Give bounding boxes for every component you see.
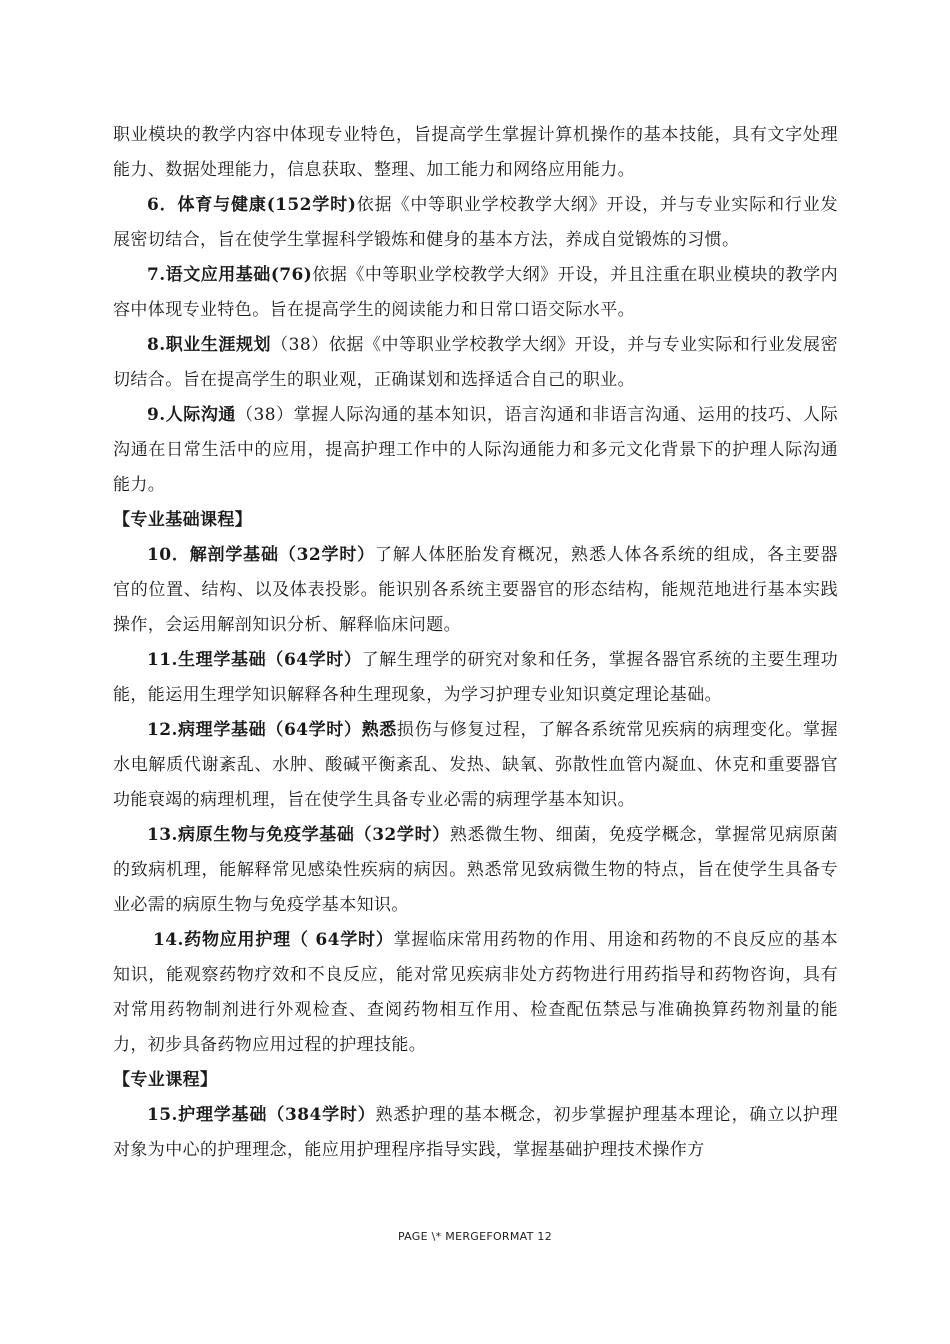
- course-title: 14.药物应用护理（ 64学时）: [153, 930, 394, 950]
- page-footer: PAGE \* MERGEFORMAT 12: [397, 1230, 553, 1243]
- paragraph-chinese: 7.语文应用基础(76)依据《中等职业学校教学大纲》开设，并且注重在职业模块的教学内容中体现专业特色。旨在提高学生的阅读能力和日常口语交际水平。: [113, 265, 838, 320]
- document-body: [113, 118, 838, 1168]
- course-title: 13.病原生物与免疫学基础（32学时）: [147, 825, 450, 845]
- section-heading-basic-courses: 【专业基础课程】: [113, 510, 253, 530]
- course-title: 6．体育与健康(152学时): [147, 195, 357, 215]
- course-title: 9.人际沟通: [147, 405, 236, 425]
- course-title: 10．解剖学基础（32学时）: [147, 545, 375, 565]
- paragraph-physiology: 11.生理学基础（64学时）了解生理学的研究对象和任务，掌握各器官系统的主要生理功能，能运用生理学知识解释各种生理现象，为学习护理专业知识奠定理论基础。: [113, 650, 838, 705]
- paragraph-career-planning: 8.职业生涯规划（38）依据《中等职业学校教学大纲》开设，并与专业实际和行业发展密切结合。旨在提高学生的职业观，正确谋划和选择适合自己的职业。: [113, 335, 838, 390]
- paragraph-pathology: 12.病理学基础（64学时）熟悉损伤与修复过程，了解各系统常见疾病的病理变化。掌握水电解质代谢紊乱、水肿、酸碱平衡紊乱、发热、缺氧、弥散性血管内凝血、休克和重要器官功能衰竭的病理机理，旨在使学生具备专业必需的病理学基本知识。: [113, 720, 838, 810]
- paragraph-computer-course-cont: 职业模块的教学内容中体现专业特色，旨提高学生掌握计算机操作的基本技能，具有文字处理能力、数据处理能力，信息获取、整理、加工能力和网络应用能力。: [113, 125, 838, 180]
- course-title: 15.护理学基础（384学时）: [147, 1105, 376, 1125]
- paragraph-microbiology: 13.病原生物与免疫学基础（32学时）熟悉微生物、细菌，免疫学概念，掌握常见病原菌的致病机理，能解释常见感染性疾病的病因。熟悉常见致病微生物的特点，旨在使学生具备专业必需的病原生物与免疫学基本知识。: [113, 825, 838, 915]
- paragraph-nursing-basics: 15.护理学基础（384学时）熟悉护理的基本概念，初步掌握护理基本理论，确立以护理对象为中心的护理理念，能应用护理程序指导实践，掌握基础护理技术操作方: [113, 1105, 839, 1160]
- paragraph-anatomy: 10．解剖学基础（32学时）了解人体胚胎发育概况，熟悉人体各系统的组成，各主要器官的位置、结构、以及体表投影。能识别各系统主要器官的形态结构，能规范地进行基本实践操作，会运用解剖知识分析、解释临床问题。: [113, 545, 838, 635]
- paragraph-communication: 9.人际沟通（38）掌握人际沟通的基本知识，语言沟通和非语言沟通、运用的技巧、人际沟通在日常生活中的应用，提高护理工作中的人际沟通能力和多元文化背景下的护理人际沟通能力。: [113, 405, 838, 495]
- course-title: 11.生理学基础（64学时）: [147, 650, 362, 670]
- paragraph-pe-health: 6．体育与健康(152学时)依据《中等职业学校教学大纲》开设，并与专业实际和行业发展密切结合，旨在使学生掌握科学锻炼和健身的基本方法，养成自觉锻炼的习惯。: [113, 195, 838, 250]
- section-heading-professional-courses: 【专业课程】: [113, 1070, 218, 1090]
- course-title: 8.职业生涯规划: [147, 335, 272, 355]
- course-title: 12.病理学基础（64学时）熟悉: [147, 720, 397, 740]
- paragraph-pharmacology: 14.药物应用护理（ 64学时）掌握临床常用药物的作用、用途和药物的不良反应的基本知识，能观察药物疗效和不良反应，能对常见疾病非处方药物进行用药指导和药物咨询，具有对常用药物制剂进行外观检查、查阅药物相互作用、检查配伍禁忌与准确换算药物剂量的能力，初步具备药物应用过程的护理技能。: [113, 930, 838, 1055]
- course-title: 7.语文应用基础(76): [147, 265, 313, 285]
